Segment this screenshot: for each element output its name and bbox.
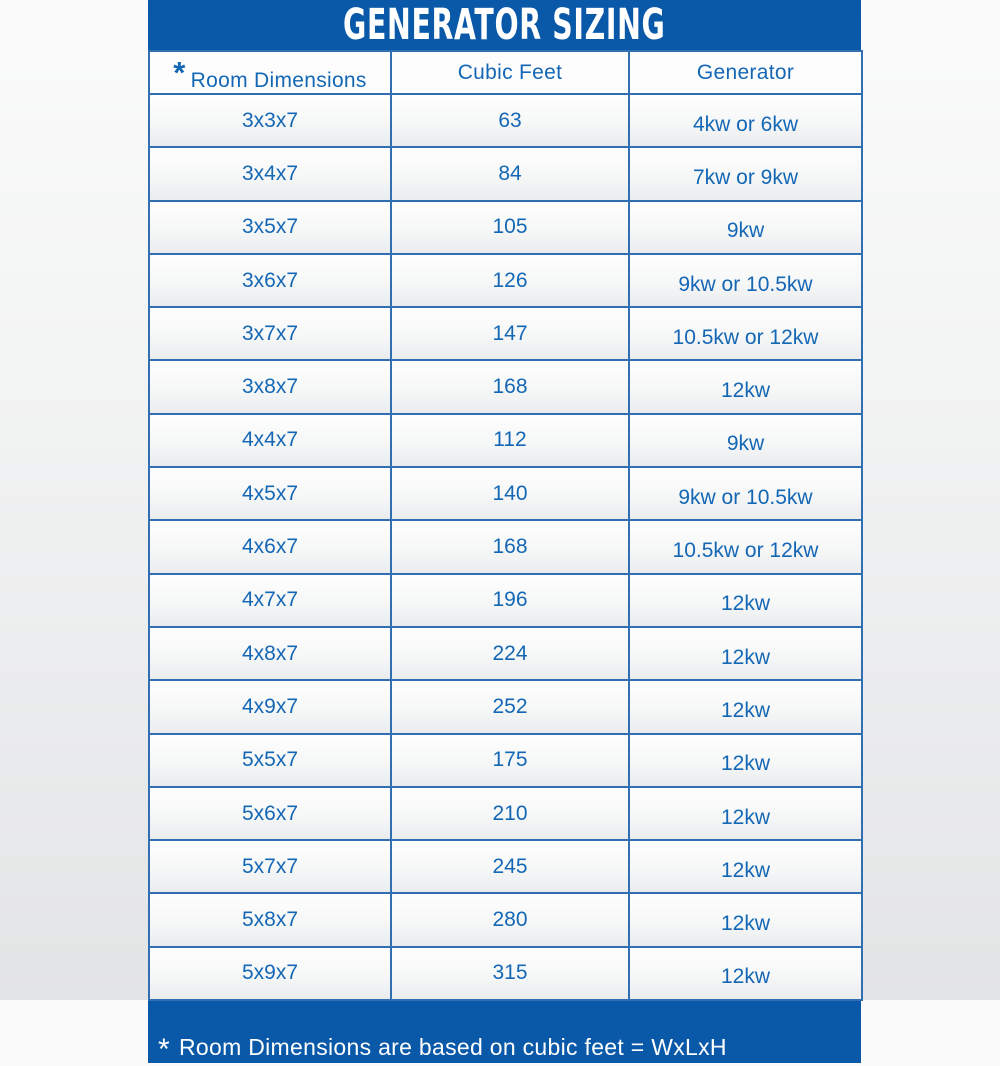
- cell-cubic-feet: 168: [391, 360, 629, 413]
- footnote-band: [148, 1001, 861, 1066]
- cell-cubic-feet: 280: [391, 893, 629, 946]
- cell-room-dimensions: 3x6x7: [149, 254, 391, 307]
- cell-room-dimensions: 4x6x7: [149, 520, 391, 573]
- cell-cubic-feet: 168: [391, 520, 629, 573]
- table-row: [149, 414, 862, 467]
- cell-room-dimensions: 4x8x7: [149, 627, 391, 680]
- table-row: [149, 201, 862, 254]
- cell-cubic-feet: 147: [391, 307, 629, 360]
- cell-generator: 12kw: [629, 787, 862, 840]
- col-header-cubic-feet: Cubic Feet: [391, 51, 629, 94]
- cell-cubic-feet: 210: [391, 787, 629, 840]
- cell-generator: 10.5kw or 12kw: [629, 307, 862, 360]
- cell-generator: 9kw: [629, 414, 862, 467]
- table-row: [149, 147, 862, 200]
- cell-cubic-feet: 105: [391, 201, 629, 254]
- asterisk-marker: *: [158, 1033, 170, 1066]
- cell-generator: 9kw or 10.5kw: [629, 254, 862, 307]
- cell-room-dimensions: 4x5x7: [149, 467, 391, 520]
- cell-cubic-feet: 175: [391, 734, 629, 787]
- cell-room-dimensions: 3x8x7: [149, 360, 391, 413]
- table-row: [149, 307, 862, 360]
- table-row: [149, 94, 862, 147]
- cell-generator: 7kw or 9kw: [629, 147, 862, 200]
- col-header-generator: Generator: [629, 51, 862, 94]
- cell-room-dimensions: 4x9x7: [149, 680, 391, 733]
- table-row: [149, 520, 862, 573]
- cell-room-dimensions: 3x3x7: [149, 94, 391, 147]
- cell-room-dimensions: 5x8x7: [149, 893, 391, 946]
- table-row: [149, 254, 862, 307]
- cell-generator: 12kw: [629, 840, 862, 893]
- cell-room-dimensions: 5x5x7: [149, 734, 391, 787]
- col-header-room-dimensions-label: Room Dimensions: [190, 68, 367, 92]
- cell-room-dimensions: 3x5x7: [149, 201, 391, 254]
- cell-room-dimensions: 4x4x7: [149, 414, 391, 467]
- table-row: [149, 840, 862, 893]
- cell-generator: 4kw or 6kw: [629, 94, 862, 147]
- table-header-row: [149, 51, 862, 94]
- cell-generator: 12kw: [629, 734, 862, 787]
- col-header-room-dimensions: [149, 51, 391, 94]
- cell-cubic-feet: 196: [391, 574, 629, 627]
- table-row: [149, 627, 862, 680]
- cell-room-dimensions: 5x6x7: [149, 787, 391, 840]
- table-row: [149, 574, 862, 627]
- asterisk-marker: *: [173, 54, 186, 90]
- cell-cubic-feet: 252: [391, 680, 629, 733]
- cell-generator: 9kw or 10.5kw: [629, 467, 862, 520]
- cell-generator: 12kw: [629, 893, 862, 946]
- cell-room-dimensions: 3x4x7: [149, 147, 391, 200]
- cell-cubic-feet: 315: [391, 947, 629, 1000]
- cell-room-dimensions: 4x7x7: [149, 574, 391, 627]
- cell-cubic-feet: 112: [391, 414, 629, 467]
- cell-generator: 12kw: [629, 360, 862, 413]
- cell-generator: 12kw: [629, 627, 862, 680]
- cell-room-dimensions: 3x7x7: [149, 307, 391, 360]
- title-banner: [148, 0, 861, 50]
- cell-generator: 9kw: [629, 201, 862, 254]
- page-title: GENERATOR SIZING: [343, 0, 666, 50]
- table-row: [149, 787, 862, 840]
- cell-cubic-feet: 224: [391, 627, 629, 680]
- cell-cubic-feet: 63: [391, 94, 629, 147]
- cell-room-dimensions: 5x7x7: [149, 840, 391, 893]
- cell-generator: 12kw: [629, 680, 862, 733]
- sizing-table: [148, 50, 863, 1001]
- cell-generator: 12kw: [629, 574, 862, 627]
- cell-generator: 12kw: [629, 947, 862, 1000]
- table-row: [149, 947, 862, 1000]
- table-row: [149, 360, 862, 413]
- table-row: [149, 680, 862, 733]
- table-row: [149, 734, 862, 787]
- cell-cubic-feet: 245: [391, 840, 629, 893]
- cell-cubic-feet: 84: [391, 147, 629, 200]
- generator-sizing-sheet: [148, 0, 861, 1066]
- cell-cubic-feet: 126: [391, 254, 629, 307]
- cell-generator: 10.5kw or 12kw: [629, 520, 862, 573]
- footnote-text: Room Dimensions are based on cubic feet = WxLxH: [178, 1034, 727, 1061]
- table-row: [149, 893, 862, 946]
- cell-cubic-feet: 140: [391, 467, 629, 520]
- cell-room-dimensions: 5x9x7: [149, 947, 391, 1000]
- table-row: [149, 467, 862, 520]
